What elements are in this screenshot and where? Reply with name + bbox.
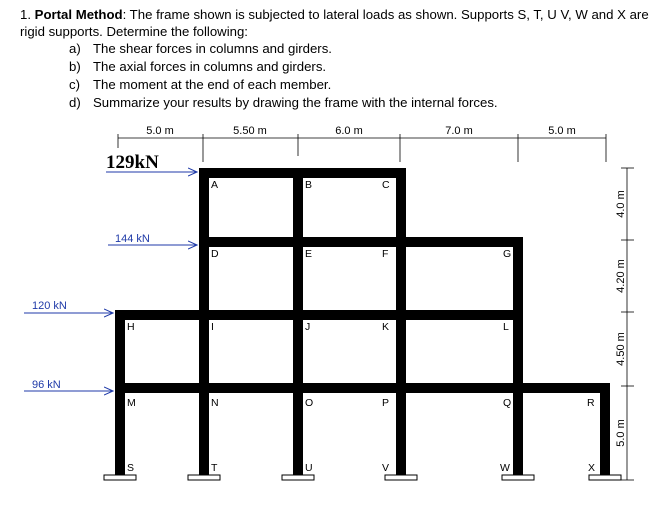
node-label: V (382, 462, 390, 474)
span-label: 6.0 m (335, 125, 363, 137)
node-labels (127, 179, 595, 474)
support-U (282, 475, 314, 480)
node-label: A (211, 179, 219, 191)
task-item: a) The shear forces in columns and girders. (69, 41, 332, 56)
node-label: Q (503, 397, 512, 409)
support-W (502, 475, 534, 480)
supports (104, 475, 621, 480)
load-label: 120 kN (32, 300, 67, 312)
node-label: K (382, 321, 390, 333)
node-label: M (127, 397, 136, 409)
problem-number: 1. (20, 7, 31, 22)
task-item: d) Summarize your results by drawing the frame with the internal forces. (69, 95, 498, 110)
height-dimensions (615, 168, 634, 480)
load-label: 129kN (106, 152, 159, 173)
node-label: F (382, 248, 389, 260)
span-label: 5.0 m (146, 125, 174, 137)
node-label: U (305, 462, 313, 474)
span-label: 7.0 m (445, 125, 473, 137)
node-label: C (382, 179, 390, 191)
load-label: 144 kN (115, 233, 150, 245)
node-label: B (305, 179, 313, 191)
column (293, 168, 303, 475)
columns (115, 168, 610, 475)
support-T (188, 475, 220, 480)
node-label: J (305, 321, 311, 333)
task-item: c) The moment at the end of each member. (69, 77, 332, 92)
column (600, 383, 610, 475)
column (199, 168, 209, 475)
node-label: P (382, 397, 390, 409)
span-dimensions (118, 125, 606, 162)
node-label: T (211, 462, 218, 474)
span-label: 5.0 m (548, 125, 576, 137)
girders (115, 168, 610, 393)
node-label: H (127, 321, 135, 333)
node-label: S (127, 462, 135, 474)
node-label: R (587, 397, 595, 409)
load-label: 96 kN (32, 379, 61, 391)
task-item: b) The axial forces in columns and girders. (69, 59, 327, 74)
height-label: 4.20 m (615, 259, 627, 293)
node-label: O (305, 397, 314, 409)
lateral-loads (24, 152, 197, 391)
girder (199, 237, 523, 247)
height-label: 4.0 m (615, 190, 627, 218)
method-name: Portal Method (34, 7, 123, 22)
node-label: N (211, 397, 219, 409)
column (396, 168, 406, 475)
height-label: 4.50 m (615, 332, 627, 366)
support-V (385, 475, 417, 480)
node-label: L (503, 321, 509, 333)
node-label: E (305, 248, 313, 260)
node-label: G (503, 248, 512, 260)
support-X (589, 475, 621, 480)
node-label: D (211, 248, 219, 260)
node-label: X (588, 462, 596, 474)
node-label: W (500, 462, 510, 474)
height-label: 5.0 m (615, 419, 627, 447)
girder (115, 383, 610, 393)
column (513, 237, 523, 475)
node-label: I (211, 321, 214, 333)
support-S (104, 475, 136, 480)
problem-text-2: rigid supports. Determine the following: (20, 24, 248, 39)
girder (115, 310, 523, 320)
girder (199, 168, 406, 178)
span-label: 5.50 m (233, 125, 267, 137)
problem-text-1: : The frame shown is subjected to lateral loads as shown. Supports S, T, U V, W and X are (122, 7, 649, 22)
